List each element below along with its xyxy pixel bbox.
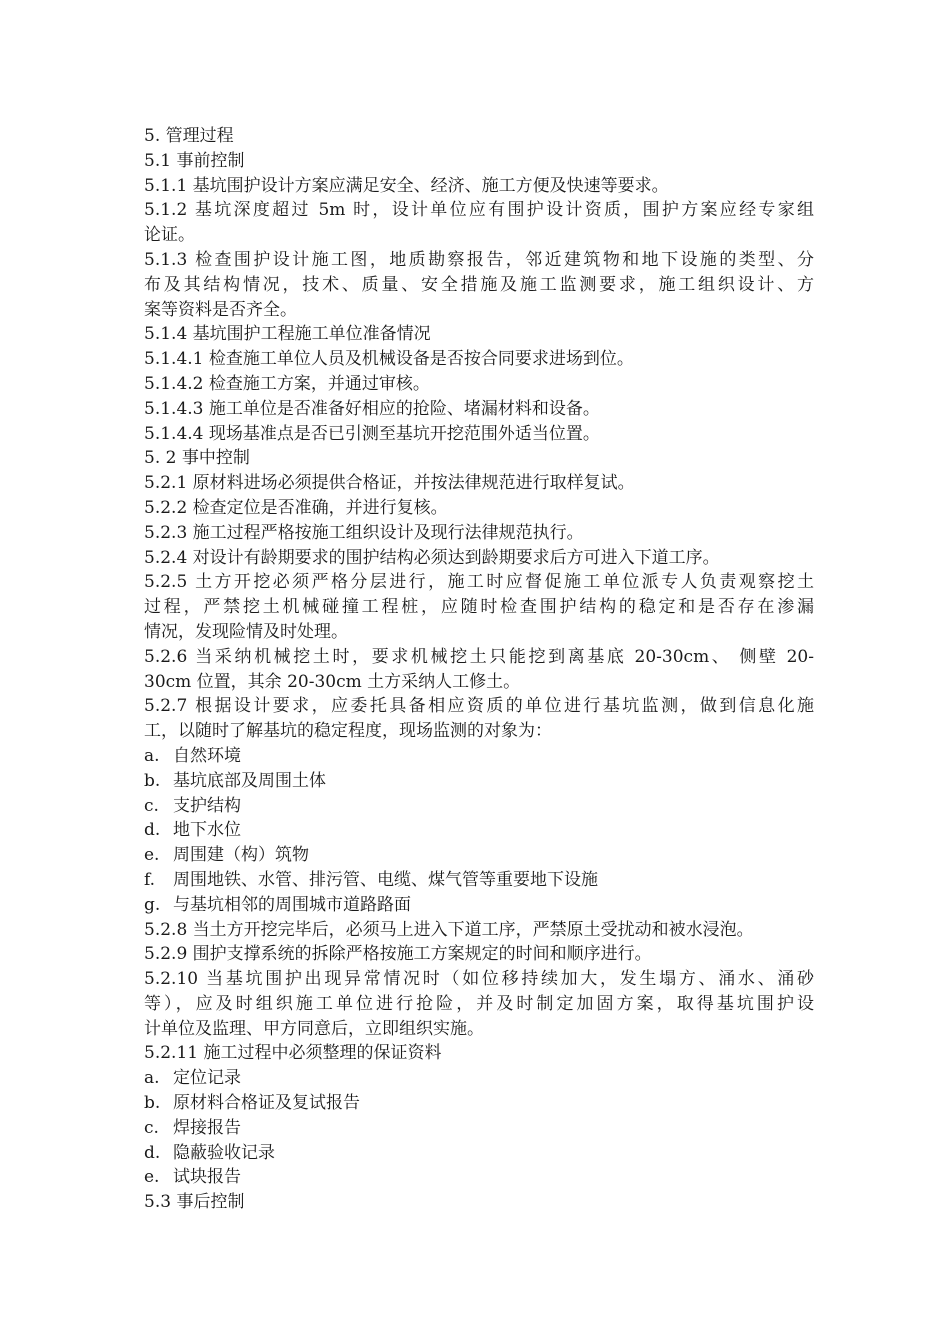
text-line: 5.2.5 土方开挖必须严格分层进行，施工时应督促施工单位派专人负责观察挖土 <box>144 572 814 593</box>
list-item-marker: a. <box>144 745 160 766</box>
list-item-text: 定位记录 <box>173 1068 241 1089</box>
text-line: 情况，发现险情及时处理。 <box>144 621 348 642</box>
list-item <box>144 1141 814 1166</box>
text-line: 5.3 事后控制 <box>144 1192 245 1213</box>
text-line: 布及其结构情况，技术、质量、安全措施及施工监测要求，施工组织设计、方 <box>144 274 814 295</box>
list-item <box>144 868 814 893</box>
list-item <box>144 1165 814 1190</box>
text-line: 5.1.4.1 检查施工单位人员及机械设备是否按合同要求进场到位。 <box>144 349 634 370</box>
list-item-marker: b. <box>144 770 161 791</box>
list-item <box>144 843 814 868</box>
text-line: 5.1.1 基坑围护设计方案应满足安全、经济、施工方便及快速等要求。 <box>144 175 669 196</box>
list-item-text: 自然环境 <box>173 745 241 766</box>
list-item-marker: g. <box>144 894 161 915</box>
list-item-text: 周围建（构）筑物 <box>173 845 309 866</box>
text-line: 5.2.2 检查定位是否准确，并进行复核。 <box>144 497 448 518</box>
text-line: 5.1.4 基坑围护工程施工单位准备情况 <box>144 324 431 345</box>
text-line: 5.2.6 当采纳机械挖土时，要求机械挖土只能挖到离基底 20-30cm、 侧壁 20- <box>144 646 814 667</box>
text-line: 论证。 <box>144 225 195 246</box>
text-line: 5.1.4.2 检查施工方案，并通过审核。 <box>144 373 430 394</box>
text-line: 过程，严禁挖土机械碰撞工程桩，应随时检查围护结构的稳定和是否存在渗漏 <box>144 597 814 618</box>
text-line: 5.2.4 对设计有龄期要求的围护结构必须达到龄期要求后方可进入下道工序。 <box>144 547 720 568</box>
text-line: 5.2.10 当基坑围护出现异常情况时（如位移持续加大，发生塌方、涌水、涌砂 <box>144 969 814 990</box>
list-item-marker: d. <box>144 1142 161 1163</box>
list-item-marker: b. <box>144 1093 161 1114</box>
text-line: 5.2.11 施工过程中必须整理的保证资料 <box>144 1043 442 1064</box>
list-item <box>144 744 814 769</box>
list-item-marker: c. <box>144 1117 159 1138</box>
list-item-text: 原材料合格证及复试报告 <box>173 1093 360 1114</box>
text-line: 工，以随时了解基坑的稳定程度，现场监测的对象为： <box>144 721 552 742</box>
list-item-text: 试块报告 <box>173 1167 241 1188</box>
list-item <box>144 769 814 794</box>
text-line: 等），应及时组织施工单位进行抢险，并及时制定加固方案，取得基坑围护设 <box>144 993 814 1014</box>
text-line: 5. 2 事中控制 <box>144 448 250 469</box>
list-item-text: 隐蔽验收记录 <box>173 1142 275 1163</box>
list-item-text: 基坑底部及周围土体 <box>173 770 326 791</box>
text-line: 5.1 事前控制 <box>144 150 245 171</box>
text-line: 5.2.1 原材料进场必须提供合格证，并按法律规范进行取样复试。 <box>144 473 635 494</box>
list-item <box>144 794 814 819</box>
list-item-marker: a. <box>144 1068 160 1089</box>
list-item <box>144 818 814 843</box>
list-item-text: 焊接报告 <box>173 1117 241 1138</box>
text-line: 计单位及监理、甲方同意后，立即组织实施。 <box>144 1018 484 1039</box>
text-line: 30cm 位置，其余 20-30cm 土方采纳人工修土。 <box>144 671 521 692</box>
text-line: 案等资料是否齐全。 <box>144 299 297 320</box>
document-body <box>144 124 814 1215</box>
text-line: 5.1.4.3 施工单位是否准备好相应的抢险、堵漏材料和设备。 <box>144 398 600 419</box>
text-line: 5.2.7 根据设计要求，应委托具备相应资质的单位进行基坑监测，做到信息化施 <box>144 696 814 717</box>
list-item <box>144 1091 814 1116</box>
text-line: 5.2.3 施工过程严格按施工组织设计及现行法律规范执行。 <box>144 522 584 543</box>
text-line: 5.2.9 围护支撑系统的拆除严格按施工方案规定的时间和顺序进行。 <box>144 944 652 965</box>
text-line: 5.1.3 检查围护设计施工图，地质勘察报告，邻近建筑物和地下设施的类型、分 <box>144 249 814 270</box>
list-item <box>144 893 814 918</box>
list-item-marker: c. <box>144 795 159 816</box>
text-line: 5. 管理过程 <box>144 126 234 146</box>
list-item <box>144 1116 814 1141</box>
text-line: 5.1.2 基坑深度超过 5m 时，设计单位应有围护设计资质，围护方案应经专家组 <box>144 200 814 221</box>
list-item-marker: e. <box>144 845 160 866</box>
list-item-marker: f. <box>144 869 156 890</box>
list-item-marker: d. <box>144 820 161 841</box>
text-line: 5.2.8 当土方开挖完毕后，必须马上进入下道工序，严禁原土受扰动和被水浸泡。 <box>144 919 754 940</box>
list-item <box>144 1066 814 1091</box>
list-item-text: 与基坑相邻的周围城市道路路面 <box>173 894 411 915</box>
list-item-text: 地下水位 <box>173 820 241 841</box>
list-item-marker: e. <box>144 1167 160 1188</box>
text-line: 5.1.4.4 现场基准点是否已引测至基坑开挖范围外适当位置。 <box>144 423 600 444</box>
list-item-text: 周围地铁、水管、排污管、电缆、煤气管等重要地下设施 <box>173 869 598 890</box>
list-item-text: 支护结构 <box>173 795 241 816</box>
